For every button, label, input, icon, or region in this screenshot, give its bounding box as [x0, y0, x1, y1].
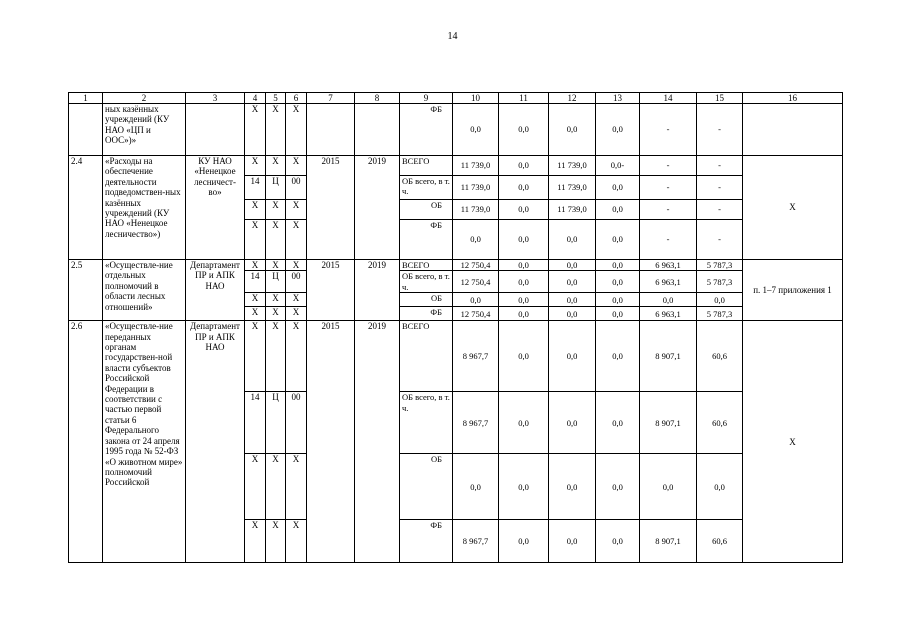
row-number-cell — [69, 104, 103, 156]
row-type-cell: ОБ — [400, 200, 453, 220]
value-cell: 0,0 — [596, 520, 640, 563]
code-cell: X — [245, 220, 266, 260]
value-cell: 0,0 — [596, 176, 640, 200]
row-type-cell: ВСЕГО — [400, 156, 453, 176]
value-cell: 0,0 — [549, 392, 596, 454]
code-cell: X — [266, 520, 286, 563]
value-cell: 0,0 — [596, 260, 640, 271]
value-cell: 8 967,7 — [453, 392, 499, 454]
code-cell: X — [286, 321, 307, 392]
value-cell: - — [697, 200, 743, 220]
value-cell: 0,0 — [596, 104, 640, 156]
value-cell: 0,0 — [499, 454, 549, 520]
value-cell: - — [640, 176, 697, 200]
value-cell: 0,0 — [499, 176, 549, 200]
value-cell: 0,0- — [596, 156, 640, 176]
value-cell: - — [697, 156, 743, 176]
value-cell: 0,0 — [549, 293, 596, 307]
row-type-cell: ФБ — [400, 220, 453, 260]
value-cell: 0,0 — [640, 454, 697, 520]
code-cell: X — [266, 200, 286, 220]
column-header: 12 — [549, 93, 596, 104]
page-number: 14 — [447, 31, 458, 42]
value-cell: 0,0 — [596, 271, 640, 293]
value-cell: 11 739,0 — [549, 156, 596, 176]
value-cell: 0,0 — [596, 454, 640, 520]
value-cell: 8 907,1 — [640, 321, 697, 392]
year-end-cell — [355, 104, 400, 156]
value-cell: 0,0 — [499, 520, 549, 563]
activity-name-cell: «Расходы на обеспечение деятельности подведомствен-ных казённых учреждений (КУ НАО «Ненецкое лесничество») — [103, 156, 186, 260]
value-cell: 11 739,0 — [453, 176, 499, 200]
value-cell: 0,0 — [549, 520, 596, 563]
table-row — [69, 260, 843, 271]
value-cell: 8 907,1 — [640, 392, 697, 454]
value-cell: 0,0 — [549, 271, 596, 293]
value-cell: 12 750,4 — [453, 260, 499, 271]
value-cell: 0,0 — [640, 293, 697, 307]
code-cell: X — [266, 321, 286, 392]
year-start-cell: 2015 — [307, 156, 355, 260]
executor-cell: Департамент ПР и АПК НАО — [186, 321, 245, 563]
value-cell: 5 787,3 — [697, 271, 743, 293]
code-cell: X — [286, 293, 307, 307]
notes-cell: X — [743, 321, 843, 563]
value-cell: - — [640, 200, 697, 220]
value-cell: 0,0 — [453, 293, 499, 307]
value-cell: 11 739,0 — [549, 176, 596, 200]
column-header: 8 — [355, 93, 400, 104]
year-end-cell: 2019 — [355, 260, 400, 321]
value-cell: 6 963,1 — [640, 271, 697, 293]
value-cell: 0,0 — [596, 321, 640, 392]
row-type-cell: ОБ всего, в т. ч. — [400, 176, 453, 200]
row-number-cell: 2.4 — [69, 156, 103, 260]
code-cell: X — [266, 454, 286, 520]
row-number-cell: 2.5 — [69, 260, 103, 321]
column-header: 15 — [697, 93, 743, 104]
code-cell: 00 — [286, 176, 307, 200]
activity-name-cell: «Осуществле-ние отдельных полномочий в области лесных отношений» — [103, 260, 186, 321]
code-cell: 14 — [245, 176, 266, 200]
value-cell: 0,0 — [549, 454, 596, 520]
year-start-cell: 2015 — [307, 321, 355, 563]
code-cell: X — [286, 260, 307, 271]
value-cell: 0,0 — [499, 220, 549, 260]
value-cell: 0,0 — [596, 392, 640, 454]
value-cell: 0,0 — [453, 104, 499, 156]
value-cell: 6 963,1 — [640, 307, 697, 321]
code-cell: 00 — [286, 392, 307, 454]
value-cell: - — [640, 104, 697, 156]
table-row — [69, 156, 843, 176]
value-cell: 8 907,1 — [640, 520, 697, 563]
code-cell: X — [286, 454, 307, 520]
value-cell: 8 967,7 — [453, 520, 499, 563]
value-cell: 0,0 — [499, 392, 549, 454]
value-cell: 0,0 — [549, 104, 596, 156]
notes-cell: X — [743, 156, 843, 260]
code-cell: X — [266, 156, 286, 176]
value-cell: - — [697, 220, 743, 260]
value-cell: 12 750,4 — [453, 307, 499, 321]
code-cell: X — [245, 307, 266, 321]
value-cell: 0,0 — [549, 260, 596, 271]
code-cell: Ц — [266, 176, 286, 200]
value-cell: 0,0 — [697, 293, 743, 307]
column-header: 16 — [743, 93, 843, 104]
row-type-cell: ОБ всего, в т. ч. — [400, 392, 453, 454]
column-header: 2 — [103, 93, 186, 104]
value-cell: - — [640, 156, 697, 176]
value-cell: 0,0 — [596, 307, 640, 321]
year-start-cell: 2015 — [307, 260, 355, 321]
code-cell: X — [286, 156, 307, 176]
executor-cell — [186, 104, 245, 156]
value-cell: 60,6 — [697, 321, 743, 392]
code-cell: X — [266, 104, 286, 156]
value-cell: 0,0 — [499, 104, 549, 156]
value-cell: 0,0 — [453, 454, 499, 520]
value-cell: 0,0 — [499, 293, 549, 307]
value-cell: 0,0 — [596, 200, 640, 220]
value-cell: 0,0 — [499, 156, 549, 176]
code-cell: Ц — [266, 271, 286, 293]
value-cell: 0,0 — [499, 321, 549, 392]
column-header: 10 — [453, 93, 499, 104]
value-cell: 0,0 — [499, 200, 549, 220]
value-cell: 60,6 — [697, 520, 743, 563]
code-cell: X — [266, 260, 286, 271]
value-cell: 11 739,0 — [549, 200, 596, 220]
column-header: 3 — [186, 93, 245, 104]
column-header: 7 — [307, 93, 355, 104]
row-type-cell: ОБ всего, в т. ч. — [400, 271, 453, 293]
code-cell: X — [286, 104, 307, 156]
value-cell: 8 967,7 — [453, 321, 499, 392]
activity-name-cell: «Осуществле-ние переданных органам государствен-ной власти субъектов Российской Федерации в соответствии с частью первой статьи 6 Федерального закона от 24 апреля 1995 года № 52-ФЗ «О животном мире» полномочий Российской — [103, 321, 186, 563]
value-cell: 0,0 — [499, 307, 549, 321]
column-header: 5 — [266, 93, 286, 104]
notes-cell — [743, 104, 843, 156]
value-cell: 0,0 — [697, 454, 743, 520]
column-header: 9 — [400, 93, 453, 104]
code-cell: X — [245, 260, 266, 271]
code-cell: X — [266, 220, 286, 260]
value-cell: 0,0 — [549, 220, 596, 260]
code-cell: X — [266, 307, 286, 321]
code-cell: X — [286, 520, 307, 563]
value-cell: 11 739,0 — [453, 156, 499, 176]
value-cell: 5 787,3 — [697, 307, 743, 321]
executor-cell: Департамент ПР и АПК НАО — [186, 260, 245, 321]
year-end-cell: 2019 — [355, 156, 400, 260]
budget-table — [68, 92, 843, 563]
column-header: 11 — [499, 93, 549, 104]
value-cell: 0,0 — [499, 260, 549, 271]
year-start-cell — [307, 104, 355, 156]
table-row — [69, 321, 843, 392]
row-type-cell: ВСЕГО — [400, 260, 453, 271]
year-end-cell: 2019 — [355, 321, 400, 563]
code-cell: 14 — [245, 392, 266, 454]
code-cell: X — [245, 520, 266, 563]
code-cell: X — [266, 293, 286, 307]
code-cell: 14 — [245, 271, 266, 293]
value-cell: 0,0 — [596, 293, 640, 307]
column-header: 14 — [640, 93, 697, 104]
code-cell: Ц — [266, 392, 286, 454]
value-cell: 6 963,1 — [640, 260, 697, 271]
column-header: 13 — [596, 93, 640, 104]
code-cell: X — [286, 307, 307, 321]
column-header: 1 — [69, 93, 103, 104]
code-cell: X — [245, 293, 266, 307]
row-type-cell: ФБ — [400, 520, 453, 563]
row-type-cell: ОБ — [400, 293, 453, 307]
code-cell: X — [245, 104, 266, 156]
code-cell: X — [245, 454, 266, 520]
row-type-cell: ФБ — [400, 104, 453, 156]
executor-cell: КУ НАО «Ненецкое лесничест-во» — [186, 156, 245, 260]
notes-cell: п. 1–7 приложения 1 — [743, 260, 843, 321]
value-cell: 0,0 — [499, 271, 549, 293]
value-cell: 60,6 — [697, 392, 743, 454]
code-cell: X — [245, 200, 266, 220]
row-number-cell: 2.6 — [69, 321, 103, 563]
value-cell: 12 750,4 — [453, 271, 499, 293]
code-cell: 00 — [286, 271, 307, 293]
value-cell: 0,0 — [549, 321, 596, 392]
value-cell: - — [697, 176, 743, 200]
code-cell: X — [286, 220, 307, 260]
code-cell: X — [245, 156, 266, 176]
table-row — [69, 104, 843, 156]
value-cell: 0,0 — [549, 307, 596, 321]
column-header: 6 — [286, 93, 307, 104]
column-header: 4 — [245, 93, 266, 104]
header-row — [69, 93, 843, 104]
value-cell: 5 787,3 — [697, 260, 743, 271]
activity-name-cell: ных казённых учреждений (КУ НАО «ЦП и ООС»)» — [103, 104, 186, 156]
value-cell: 0,0 — [453, 220, 499, 260]
value-cell: - — [697, 104, 743, 156]
code-cell: X — [245, 321, 266, 392]
value-cell: 11 739,0 — [453, 200, 499, 220]
value-cell: 0,0 — [596, 220, 640, 260]
row-type-cell: ОБ — [400, 454, 453, 520]
row-type-cell: ФБ — [400, 307, 453, 321]
code-cell: X — [286, 200, 307, 220]
row-type-cell: ВСЕГО — [400, 321, 453, 392]
value-cell: - — [640, 220, 697, 260]
